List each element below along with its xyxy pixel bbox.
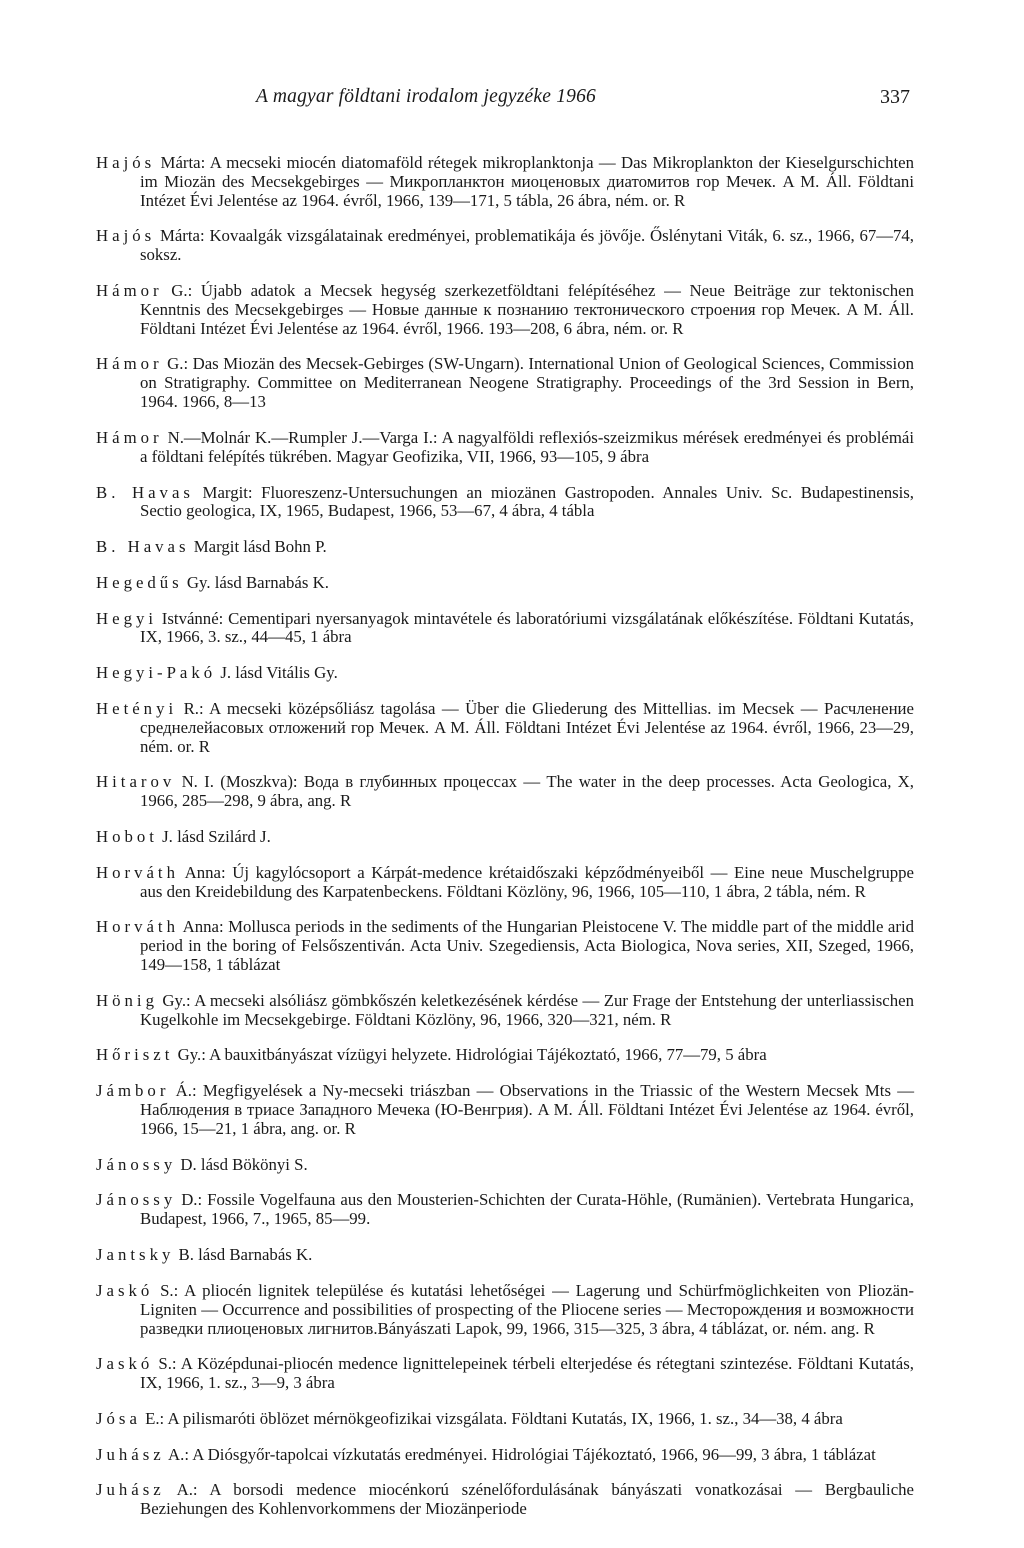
bibliography-entry: [96, 1046, 914, 1065]
entry-author: Jánossy: [96, 1190, 177, 1210]
entry-author: Jaskó: [96, 1354, 154, 1374]
entry-author: Jánossy: [96, 1154, 177, 1174]
bibliography-entry: [96, 1246, 914, 1265]
entry-text: Gy.: A mecseki alsóliász gömbkőszén keletkezésének kérdése — Zur Frage der Entstehung der unterliassischen Kugelkohle im Mecsekgebirge. Földtani Közlöny, 96, 1966, 320—321, ném. R: [140, 990, 914, 1029]
entry-text: A.: A Diósgyőr-tapolcai vízkutatás eredményei. Hidrológiai Tájékoztató, 1966, 96—99, 3 ábra, 1 táblázat: [168, 1444, 876, 1464]
entry-author: Hámor: [96, 427, 163, 447]
bibliography-entry: [96, 355, 914, 412]
bibliography-entry: [96, 664, 914, 683]
entry-text: N. I. (Moszkva): Вода в глубинных процессах — The water in the deep processes. Acta Geologica, X, 1966, 285—298, 9 ábra, ang. R: [140, 772, 915, 811]
page-header: [96, 86, 914, 120]
entry-text: J. lásd Szilárd J.: [162, 827, 271, 847]
entry-text: Márta: A mecseki miocén diatomaföld rétegek mikroplanktonja — Das Mikroplankton der Kieselgurschichten im Miozän des Mecsekgebirges — Микропланктон миоценовых диатомитов гор Мечек. A M. Áll. Földtani Intézet Évi Jelentése az 1964. évről, 1966, 139—171, 5 tábla, 26 ábra, ném. or. R: [140, 152, 914, 210]
entry-author: Jámbor: [96, 1081, 170, 1101]
entry-text: D.: Fossile Vogelfauna aus den Mousterien-Schichten der Curata-Höhle, (Rumänien). Vertebrata Hungarica, Budapest, 1966, 7., 1965, 85—99.: [140, 1190, 914, 1229]
entry-text: Anna: Mollusca periods in the sediments of the Hungarian Pleistocene V. The middle part of the middle arid period in the boring of Felsőszentiván. Acta Univ. Szegediensis, Acta Biologica, Nova series, XII, Szeged, 1966, 149—158, 1 táblázat: [140, 917, 914, 975]
bibliography-entry: [96, 1082, 914, 1139]
bibliography-entry: [96, 538, 914, 557]
entry-text: Márta: Kovaalgák vizsgálatainak eredményei, problematikája és jövője. Őslénytani Viták, 6. sz., 1966, 67—74, soksz.: [140, 226, 914, 265]
entry-author: Horváth: [96, 862, 179, 882]
bibliography-entry: [96, 992, 914, 1030]
entry-author: Hönig: [96, 990, 158, 1010]
bibliography-entry: [96, 429, 914, 467]
entry-text: Gy.: A bauxitbányászat vízügyi helyzete. Hidrológiai Tájékoztató, 1966, 77—79, 5 ábra: [177, 1045, 767, 1065]
bibliography-entry: [96, 1282, 914, 1339]
entry-author: Juhász: [96, 1444, 165, 1464]
bibliography-entry: [96, 1410, 914, 1429]
bibliography-entry: [96, 1481, 914, 1519]
entry-author: Hitarov: [96, 772, 176, 792]
entry-author: Hajós: [96, 226, 156, 246]
entry-author: Hegyi: [96, 608, 158, 628]
bibliography-entry: [96, 864, 914, 902]
entry-text: Margit lásd Bohn P.: [193, 537, 327, 557]
entry-author: Horváth: [96, 917, 179, 937]
entry-text: G.: Das Miozän des Mecsek-Gebirges (SW-Ungarn). International Union of Geological Sciences, Commission on Stratigraphy. Committee on Mediterranean Neogene Stratigraphy. Proceedings of the 3rd Session in Bern, 1964. 1966, 8—13: [140, 354, 914, 412]
entry-text: E.: A pilismaróti öblözet mérnökgeofizikai vizsgálata. Földtani Kutatás, IX, 1966, 1. sz., 34—38, 4 ábra: [145, 1408, 843, 1428]
bibliography-entry: [96, 484, 914, 522]
bibliography-entry: [96, 1446, 914, 1465]
entry-author: Hámor: [96, 354, 163, 374]
entry-author: Hobot: [96, 827, 158, 847]
entry-author: Hőriszt: [96, 1045, 174, 1065]
entry-text: B. lásd Barnabás K.: [178, 1244, 313, 1264]
bibliography-entry: [96, 154, 914, 211]
entry-author: Hetényi: [96, 698, 178, 718]
entry-text: Anna: Új kagylócsoport a Kárpát-medence krétaidőszaki képződményeiből — Eine neue Muschelgruppe aus den Kreidebildung des Karpatenbeckens. Földtani Közlöny, 96, 1966, 105—110, 1 ábra, 2 tábla, ném. R: [140, 862, 914, 901]
entry-text: Á.: Megfigyelések a Ny-mecseki triászban — Observations in the Triassic of the Western Mecsek Mts — Наблюдения в триасе Западного Мечека (Ю-Венгрия). A M. Áll. Földtani Intézet Évi Jelentése az 1964. évről, 1966, 15—21, 1 ábra, ang. or. R: [140, 1081, 914, 1138]
page-number: 337: [880, 86, 910, 108]
entry-text: D. lásd Bökönyi S.: [180, 1154, 308, 1174]
bibliography-entry: [96, 918, 914, 975]
entry-text: N.—Molnár K.—Rumpler J.—Varga I.: A nagyalföldi reflexiós-szeizmikus mérések eredményei és problémái a földtani felépítés tükrében. Magyar Geofizika, VII, 1966, 93—105, 9 ábra: [140, 427, 914, 466]
entry-text: Istvánné: Cementipari nyersanyagok mintavétele és laboratóriumi vizsgálatának előkészítése. Földtani Kutatás, IX, 1966, 3. sz., 44—45, 1 ábra: [140, 608, 914, 647]
entry-author: Hajós: [96, 152, 156, 172]
bibliography-entry: [96, 828, 914, 847]
entry-author: B. Havas: [96, 482, 194, 502]
bibliography-list: [96, 137, 914, 1536]
entry-text: G.: Újabb adatok a Mecsek hegység szerkezetföldtani felépítéséhez — Neue Beiträge zur tektonischen Kenntnis des Mecsekgebirges — Новые данные к познанию тектонического строения гор Мечек. A M. Áll. Földtani Intézet Évi Jelentése az 1964. évről, 1966. 193—208, 6 ábra, ném. or. R: [140, 280, 914, 338]
entry-text: A.: A borsodi medence miocénkorú szénelőfordulásának bányászati vonatkozásai — Bergbauliche Beziehungen des Kohlenvorkommens der Miozänperiode: [140, 1480, 914, 1519]
bibliography-entry: [96, 574, 914, 593]
bibliography-entry: [96, 1156, 914, 1175]
running-title: A magyar földtani irodalom jegyzéke 1966: [256, 86, 596, 107]
entry-text: R.: A mecseki középsőliász tagolása — Über die Gliederung des Mittellias. im Mecsek — Расчленение среднелейасовых отложений гор Мечек. A M. Áll. Földtani Intézet Évi Jelentése az 1964. évről, 1966, 23—29, ném. or. R: [140, 698, 914, 756]
entry-text: S.: A Középdunai-pliocén medence lignittelepeinek térbeli elterjedése és rétegtani szintezése. Földtani Kutatás, IX, 1966, 1. sz., 3—9, 3 ábra: [140, 1354, 914, 1393]
entry-text: Gy. lásd Barnabás K.: [186, 572, 329, 592]
entry-author: Juhász: [96, 1480, 165, 1500]
entry-text: J. lásd Vitális Gy.: [220, 663, 338, 683]
bibliography-entry: [96, 700, 914, 757]
entry-text: Margit: Fluoreszenz-Untersuchungen an miozänen Gastropoden. Annales Univ. Sc. Budapestinensis, Sectio geologica, IX, 1965, Budapest, 1966, 53—67, 4 ábra, 4 tábla: [140, 482, 915, 521]
entry-author: B. Havas: [96, 537, 190, 557]
entry-author: Hámor: [96, 280, 163, 300]
bibliography-entry: [96, 1355, 914, 1393]
bibliography-entry: [96, 610, 914, 648]
bibliography-entry: [96, 227, 914, 265]
entry-author: Jósa: [96, 1408, 141, 1428]
bibliography-entry: [96, 773, 914, 811]
entry-author: Hegedűs: [96, 572, 183, 592]
bibliography-entry: [96, 282, 914, 339]
bibliography-entry: [96, 1191, 914, 1229]
entry-author: Jantsky: [96, 1244, 175, 1264]
entry-text: S.: A pliocén lignitek települése és kutatási lehetőségei — Lagerung und Schürfmöglichkeiten von Pliozän-Ligniten — Occurrence and possibilities of prospecting of the Pliocene series — Месторождения и возможности разведки плиоценовых лигнитов.Bányászati Lapok, 99, 1966, 315—325, 3 ábra, 4 táblázat, or. ném. ang. R: [140, 1280, 915, 1338]
entry-author: Hegyi-Pakó: [96, 663, 217, 683]
entry-author: Jaskó: [96, 1280, 154, 1300]
